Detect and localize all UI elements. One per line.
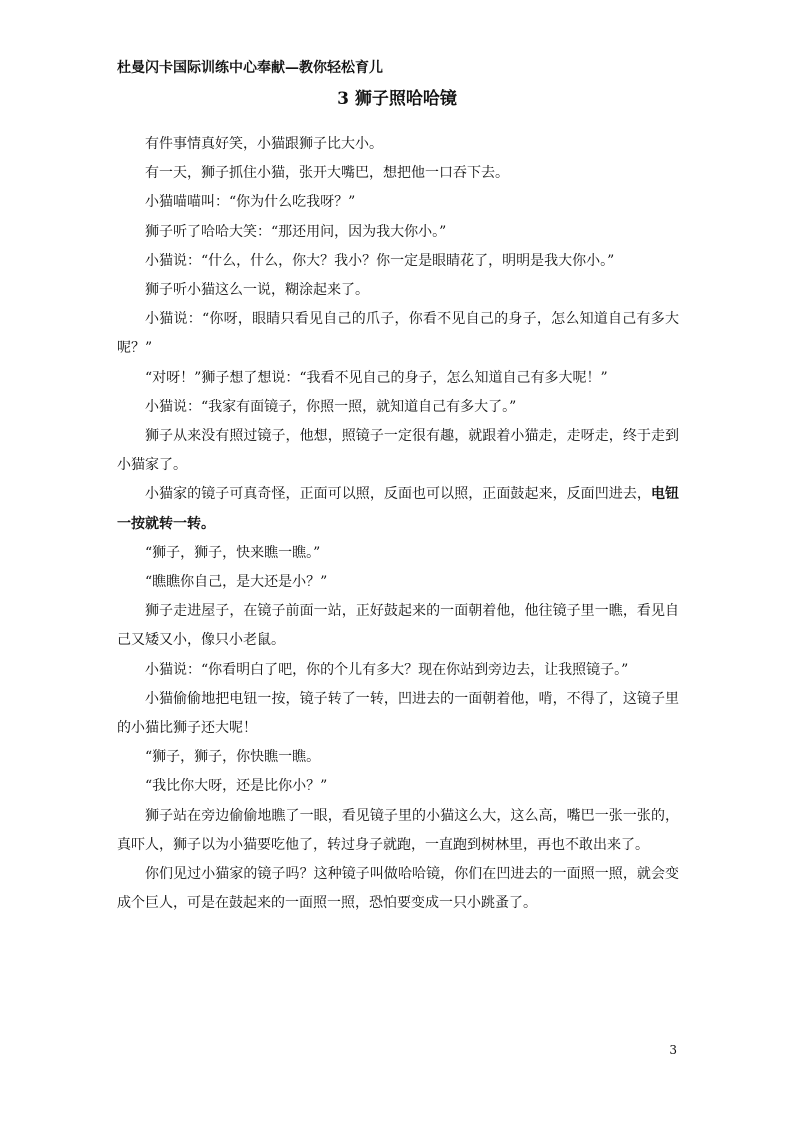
story-title: 3 狮子照哈哈镜 — [337, 89, 457, 109]
paragraph — [117, 802, 679, 860]
paragraph-text: 狮子听小猫这么一说，糊涂起来了。 — [145, 282, 369, 299]
paragraph — [117, 860, 679, 918]
paragraph — [117, 276, 679, 305]
paragraph — [117, 568, 679, 597]
paragraph-text: 小猫偷偷地把电钮一按，镜子转了一转，凹进去的一面朝着他，啃，不得了，这镜子里的小猫比狮子还大呢！ — [117, 690, 679, 737]
paragraph — [117, 393, 679, 422]
paragraph — [117, 305, 679, 363]
paragraph — [117, 597, 679, 655]
paragraph-text: 狮子站在旁边偷偷地瞧了一眼，看见镜子里的小猫这么大，这么高，嘴巴一张一张的，真吓人，狮子以为小猫要吃他了，转过身子就跑，一直跑到树林里，再也不敢出来了。 — [117, 807, 679, 853]
paragraph-text: 小猫说：“什么，什么，你大？我小？你一定是眼睛花了，明明是我大你小。” — [145, 252, 615, 269]
paragraph-bold-text: 电钮一按就转一转。 — [117, 486, 680, 532]
paragraph — [117, 130, 679, 159]
story-body — [117, 130, 679, 918]
paragraph — [117, 422, 679, 480]
paragraph-text: 小猫喵喵叫：“你为什么吃我呀？” — [145, 194, 356, 211]
paragraph-text: 小猫说：“你呀，眼睛只看见自己的爪子，你看不见自己的身子，怎么知道自己有多大呢？” — [117, 311, 679, 357]
paragraph-text: 有一天，狮子抓住小猫，张开大嘴巴，想把他一口吞下去。 — [145, 165, 509, 182]
paragraph — [117, 364, 679, 393]
paragraph — [117, 656, 679, 685]
paragraph — [117, 772, 679, 801]
paragraph-text: 狮子走进屋子，在镜子前面一站，正好鼓起来的一面朝着他，他往镜子里一瞧，看见自己又矮又小，像只小老鼠。 — [117, 603, 679, 649]
paragraph-text: “我比你大呀，还是比你小？” — [145, 778, 328, 795]
paragraph — [117, 159, 679, 188]
paragraph-text: 你们见过小猫家的镜子吗？这种镜子叫做哈哈镜，你们在凹进去的一面照一照，就会变成个巨人，可是在鼓起来的一面照一照，恐怕要变成一只小跳蚤了。 — [117, 866, 679, 912]
paragraph — [117, 480, 679, 538]
paragraph-text: 小猫说：“我家有面镜子，你照一照，就知道自己有多大了。” — [145, 398, 517, 415]
document-header: 杜曼闪卡国际训练中心奉献—教你轻松育儿 — [117, 60, 383, 76]
paragraph-text: 狮子从来没有照过镜子，他想，照镜子一定很有趣，就跟着小猫走，走呀走，终于走到小猫家了。 — [117, 428, 679, 474]
paragraph-text: “瞧瞧你自己，是大还是小？” — [145, 574, 328, 591]
paragraph — [117, 218, 679, 247]
paragraph — [117, 743, 679, 772]
paragraph — [117, 685, 679, 743]
paragraph-text: 有件事情真好笑，小猫跟狮子比大小。 — [145, 136, 383, 152]
paragraph-text: “狮子，狮子，快来瞧一瞧。” — [145, 544, 321, 561]
paragraph — [117, 539, 679, 568]
paragraph-text: 小猫说：“你看明白了吧，你的个儿有多大？现在你站到旁边去，让我照镜子。” — [145, 661, 629, 678]
paragraph — [117, 188, 679, 217]
paragraph-text: “对呀！”狮子想了想说：“我看不见自己的身子，怎么知道自己有多大呢！” — [145, 369, 608, 386]
paragraph — [117, 247, 679, 276]
paragraph-text: “狮子，狮子，你快瞧一瞧。 — [145, 749, 321, 766]
paragraph-text: 小猫家的镜子可真奇怪，正面可以照，反面也可以照，正面鼓起来，反面凹进去， — [145, 486, 651, 503]
page-number: 3 — [669, 1043, 677, 1057]
paragraph-text: 狮子听了哈哈大笑：“那还用问，因为我大你小。” — [145, 223, 447, 240]
